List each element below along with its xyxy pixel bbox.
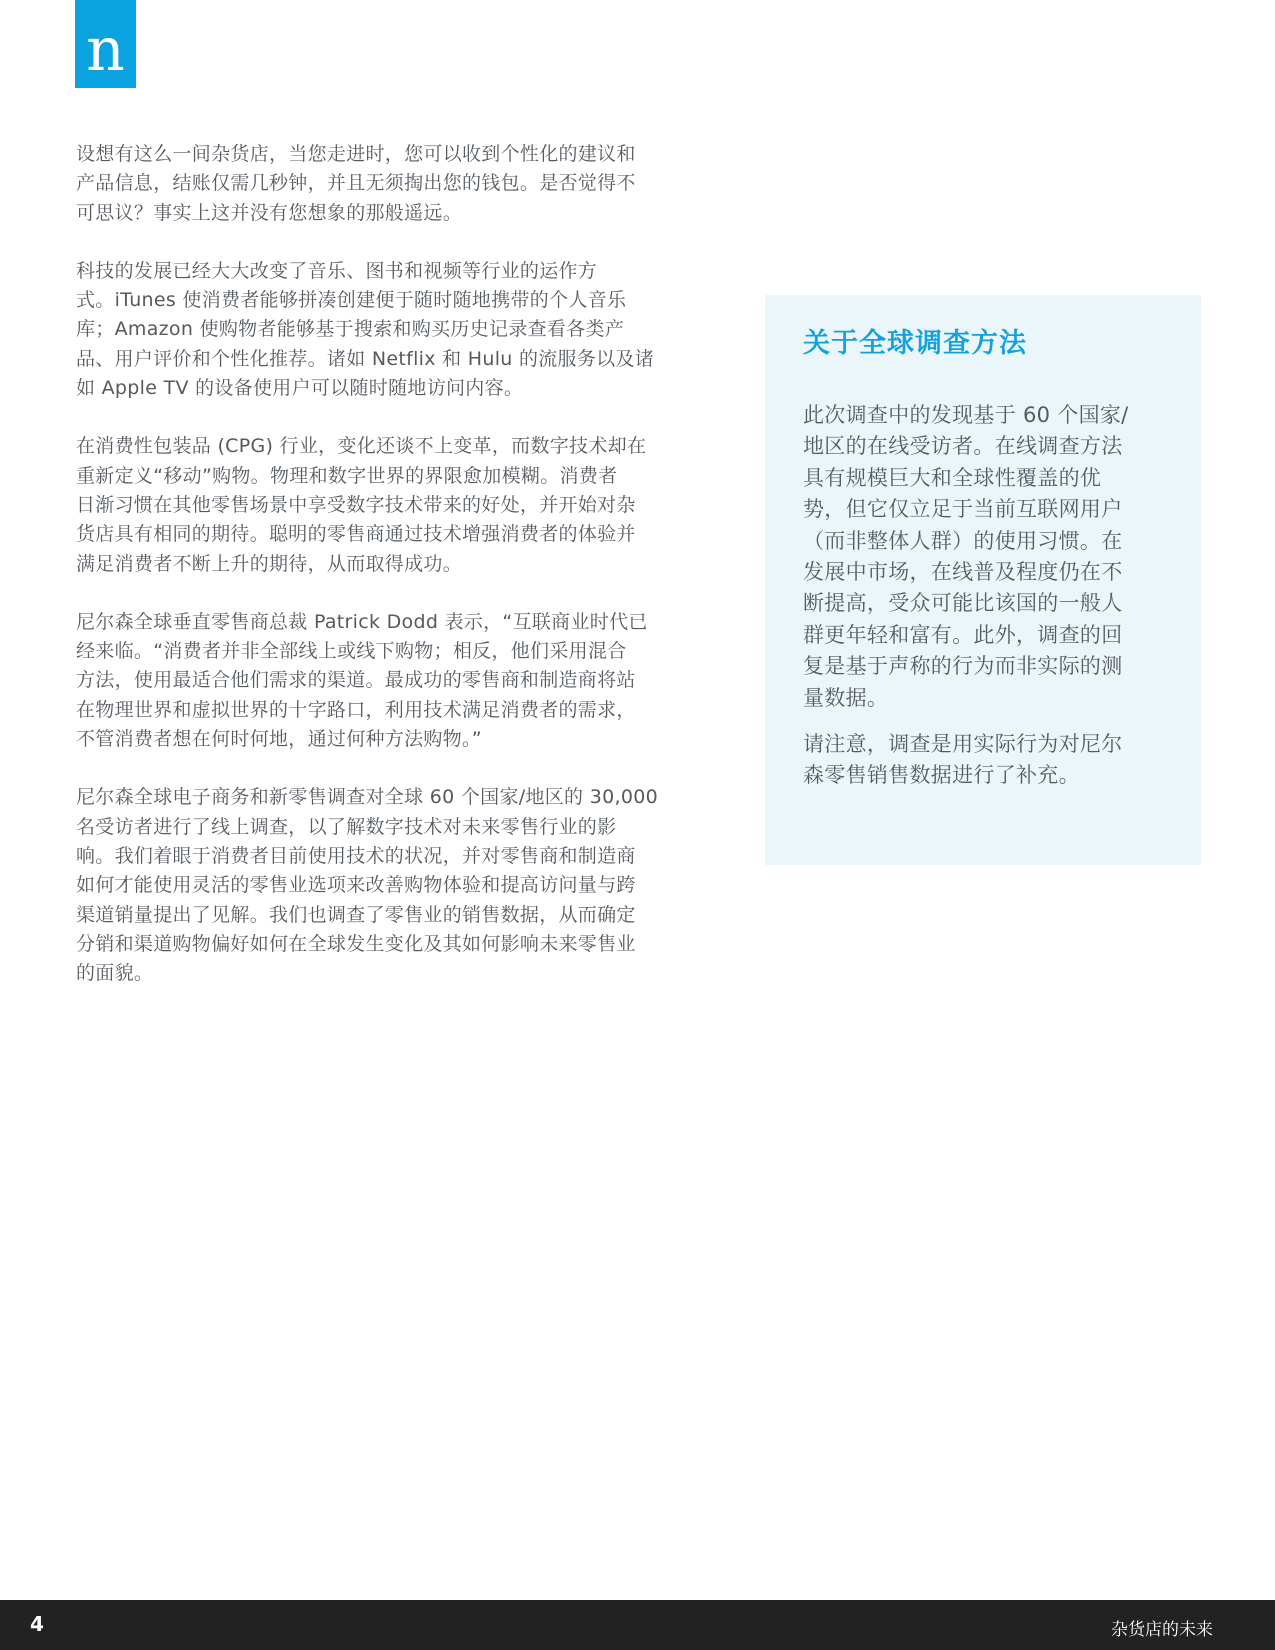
text-line: 名受访者进行了线上调查，以了解数字技术对未来零售行业的影 [76,815,617,838]
text-line: 产品信息，结账仅需几秒钟，并且无须掏出您的钱包。是否觉得不 [76,172,636,195]
text-line: 货店具有相同的期待。聪明的零售商通过技术增强消费者的体验并 [76,523,636,546]
text-line: 日渐习惯在其他零售场景中享受数字技术带来的好处，并开始对杂 [76,493,636,516]
text-line: 方法，使用最适合他们需求的渠道。最成功的零售商和制造商将站 [76,669,636,692]
text-line: 品、用户评价和个性化推荐。诸如 Netflix 和 Hulu 的流服务以及诸 [76,347,655,370]
text-line: 渠道销量提出了见解。我们也调查了零售业的销售数据，从而确定 [76,903,636,926]
sidebar-text-line: 群更年轻和富有。此外，调查的回 [803,622,1123,647]
sidebar-paragraph-method [803,400,1183,714]
paragraph-technology [76,257,706,403]
paragraph-quote [76,608,706,754]
text-line: 科技的发展已经大大改变了音乐、图书和视频等行业的运作方 [76,259,598,282]
sidebar-text-line: 请注意，调查是用实际行为对尼尔 [803,732,1123,757]
text-line: 可思议？事实上这并没有您想象的那般遥远。 [76,201,463,224]
text-line: 如何才能使用灵活的零售业选项来改善购物体验和提高访问量与跨 [76,874,636,897]
footer-title: 杂货店的未来 [1111,1620,1213,1640]
sidebar-text-line: 森零售销售数据进行了补充。 [803,763,1080,788]
sidebar-text-line: 具有规模巨大和全球性覆盖的优 [803,465,1102,490]
sidebar-text-line: 势，但它仅立足于当前互联网用户 [803,497,1123,522]
text-line: 如 Apple TV 的设备使用户可以随时随地访问内容。 [76,377,524,400]
sidebar-text-line: 断提高，受众可能比该国的一般人 [803,591,1123,616]
text-line: 不管消费者想在何时何地，通过何种方法购物。” [76,728,482,751]
sidebar-text-line: 发展中市场，在线普及程度仍在不 [803,560,1123,585]
text-line: 在物理世界和虚拟世界的十字路口，利用技术满足消费者的需求， [76,698,636,721]
text-line: 式。iTunes 使消费者能够拼凑创建便于随时随地携带的个人音乐 [76,289,627,312]
paragraph-intro [76,140,706,228]
sidebar-paragraph-note [803,729,1183,792]
sidebar-text-line: 地区的在线受访者。在线调查方法 [803,434,1123,459]
sidebar-text-line: 此次调查中的发现基于 60 个国家/ [803,403,1129,427]
sidebar-text-line: 复是基于声称的行为而非实际的测 [803,654,1123,679]
paragraph-survey [76,783,706,988]
text-line: 尼尔森全球垂直零售商总裁 Patrick Dodd 表示，“互联商业时代已 [76,610,648,633]
text-line: 分销和渠道购物偏好如何在全球发生变化及其如何影响未来零售业 [76,932,636,955]
text-line: 响。我们着眼于消费者目前使用技术的状况，并对零售商和制造商 [76,844,636,867]
page-footer [0,1600,1275,1650]
sidebar-text-line: 量数据。 [803,685,889,710]
logo-letter: n [86,15,125,85]
sidebar-text-line: （而非整体人群）的使用习惯。在 [803,528,1123,553]
text-line: 设想有这么一间杂货店，当您走进时，您可以收到个性化的建议和 [76,143,636,165]
text-line: 的面貌。 [76,962,154,985]
methodology-sidebar [765,295,1201,865]
sidebar-title: 关于全球调查方法 [803,328,1027,359]
text-line: 经来临。“消费者并非全部线上或线下购物；相反，他们采用混合 [76,640,627,663]
text-line: 在消费性包装品 (CPG) 行业，变化还谈不上变革，而数字技术却在 [76,435,647,458]
nielsen-logo [75,0,136,88]
text-line: 库；Amazon 使购物者能够基于搜索和购买历史记录查看各类产 [76,318,625,341]
paragraph-cpg [76,432,706,578]
page-number: 4 [30,1612,44,1636]
text-line: 重新定义“移动”购物。物理和数字世界的界限愈加模糊。消费者 [76,464,618,487]
sidebar-body [803,400,1183,807]
main-text-column [76,140,706,1017]
text-line: 满足消费者不断上升的期待，从而取得成功。 [76,552,463,575]
text-line: 尼尔森全球电子商务和新零售调查对全球 60 个国家/地区的 30,000 [76,786,658,809]
